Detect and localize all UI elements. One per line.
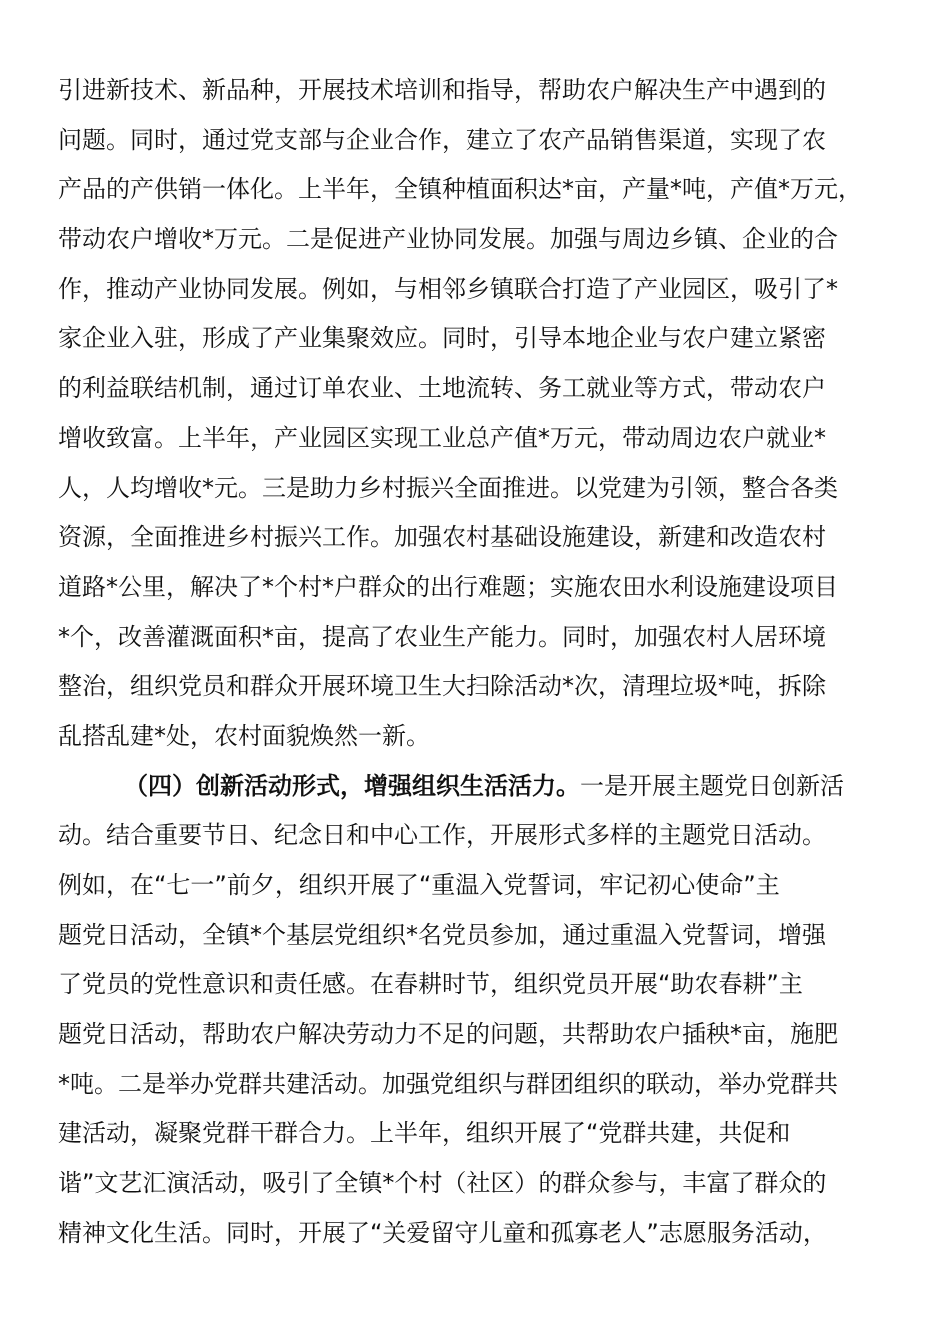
text-line: 精神文化生活。同时，开展了“关爱留守儿童和孤寡老人”志愿服务活动， bbox=[58, 1218, 827, 1247]
text-line: *个，改善灌溉面积*亩，提高了农业生产能力。同时，加强农村人居环境 bbox=[58, 622, 826, 651]
section-heading: （四）创新活动形式，增强组织生活活力。 bbox=[124, 771, 580, 800]
text-line: 产品的产供销一体化。上半年，全镇种植面积达*亩，产量*吨，产值*万元， bbox=[58, 175, 862, 204]
document-body bbox=[58, 66, 898, 1259]
text-line: 乱搭乱建*处，农村面貌焕然一新。 bbox=[58, 721, 430, 750]
text-line: 谐”文艺汇演活动，吸引了全镇*个村（社区）的群众参与，丰富了群众的 bbox=[58, 1169, 827, 1198]
text-line: 引进新技术、新品种，开展技术培训和指导，帮助农户解决生产中遇到的 bbox=[58, 76, 826, 104]
text-line: 增收致富。上半年，产业园区实现工业总产值*万元，带动周边农户就业* bbox=[58, 423, 826, 452]
text-line: 的利益联结机制，通过订单农业、土地流转、务工就业等方式，带动农户 bbox=[58, 374, 826, 403]
text-line: 例如，在“七一”前夕，组织开展了“重温入党誓词，牢记初心使命”主 bbox=[58, 871, 780, 899]
text-line: 题党日活动，帮助农户解决劳动力不足的问题，共帮助农户插秧*亩，施肥 bbox=[58, 1020, 838, 1049]
text-line: 整治，组织党员和群众开展环境卫生大扫除活动*次，清理垃圾*吨，拆除 bbox=[58, 672, 826, 701]
text-line: 资源，全面推进乡村振兴工作。加强农村基础设施建设，新建和改造农村 bbox=[58, 523, 826, 552]
text-line: 作，推动产业协同发展。例如，与相邻乡镇联合打造了产业园区，吸引了* bbox=[58, 274, 838, 303]
text-line: *吨。二是举办党群共建活动。加强党组织与群团组织的联动，举办党群共 bbox=[58, 1069, 838, 1098]
text-line: 题党日活动，全镇*个基层党组织*名党员参加，通过重温入党誓词，增强 bbox=[58, 920, 826, 949]
paragraph-1 bbox=[58, 66, 898, 762]
text-line-first bbox=[58, 762, 898, 812]
text-line: 建活动，凝聚党群干群合力。上半年，组织开展了“党群共建，共促和 bbox=[58, 1119, 791, 1148]
text-line: 人，人均增收*元。三是助力乡村振兴全面推进。以党建为引领，整合各类 bbox=[58, 473, 838, 502]
text-line: 问题。同时，通过党支部与企业合作，建立了农产品销售渠道，实现了农 bbox=[58, 125, 826, 154]
text-line: 动。结合重要节日、纪念日和中心工作，开展形式多样的主题党日活动。 bbox=[58, 821, 826, 850]
heading-continuation: 一是开展主题党日创新活 bbox=[580, 771, 844, 800]
text-line: 了党员的党性意识和责任感。在春耕时节，组织党员开展“助农春耕”主 bbox=[58, 970, 803, 999]
text-line: 家企业入驻，形成了产业集聚效应。同时，引导本地企业与农户建立紧密 bbox=[58, 324, 826, 353]
paragraph-2 bbox=[58, 762, 898, 1259]
text-line: 带动农户增收*万元。二是促进产业协同发展。加强与周边乡镇、企业的合 bbox=[58, 225, 838, 254]
text-line: 道路*公里，解决了*个村*户群众的出行难题；实施农田水利设施建设项目 bbox=[58, 572, 838, 601]
